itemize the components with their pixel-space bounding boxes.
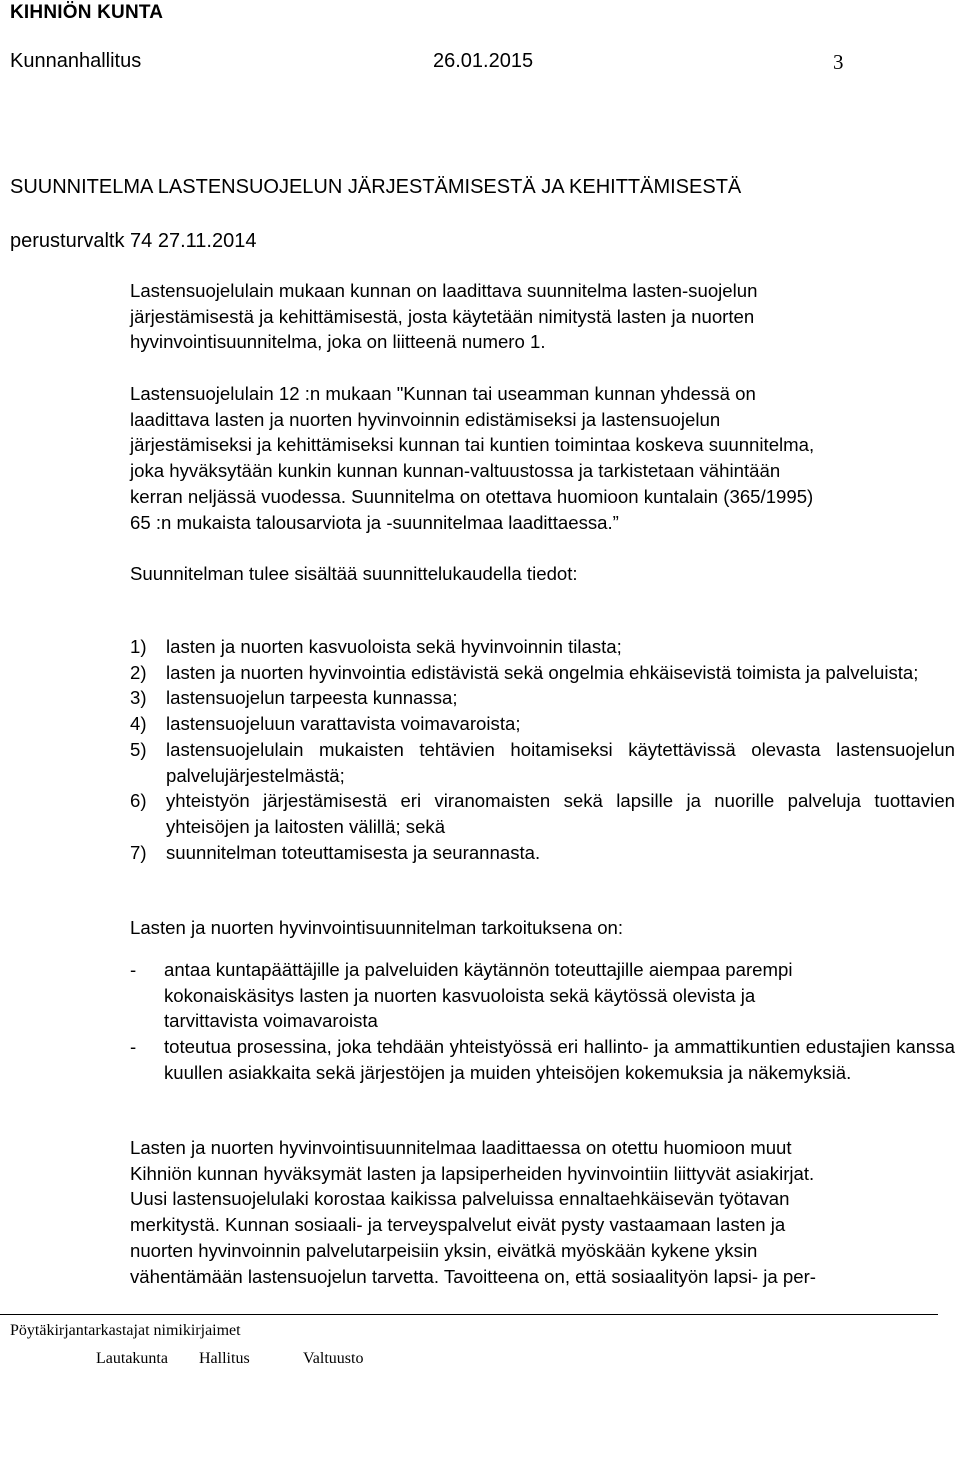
text-line: merkitystä. Kunnan sosiaali- ja terveyspalvelut eivät pysty vastaamaan lasten ja xyxy=(130,1214,786,1236)
footer-col-hallitus: Hallitus xyxy=(199,1350,250,1367)
text-line: Lasten ja nuorten hyvinvointisuunnitelmaa laadittaessa on otettu huomioon muut xyxy=(130,1137,792,1158)
list-item xyxy=(130,685,955,711)
contents-intro-text: Suunnitelman tulee sisältää suunnittelukaudella tiedot: xyxy=(130,563,578,584)
text-line: antaa kuntapäättäjille ja palveluiden käytännön toteuttajille aiempaa parempi xyxy=(164,959,793,980)
page-number: 3 xyxy=(833,50,844,74)
list-text xyxy=(164,957,955,1034)
text-line: Lastensuojelulain mukaan kunnan on laadittava suunnitelma lasten-suojelun xyxy=(130,280,758,301)
text-line: hyvinvointisuunnitelma, joka on liitteenä numero 1. xyxy=(130,331,546,353)
text-line: järjestämiseksi ja kehittämiseksi kunnan tai kuntien toimintaa koskeva suunnitelma, xyxy=(130,434,815,456)
list-text: yhteistyön järjestämisestä eri viranomaisten sekä lapsille ja nuorille palveluja tuottavien yhteisöjen ja laitosten välillä; sekä xyxy=(166,790,955,837)
paragraph-law-quote xyxy=(130,381,955,535)
list-number: 2) xyxy=(130,661,147,683)
purpose-intro-text: Lasten ja nuorten hyvinvointisuunnitelman tarkoituksena on: xyxy=(130,917,624,938)
list-text: suunnitelman toteuttamisesta ja seurannasta. xyxy=(166,841,541,863)
text-line: Kihniön kunnan hyväksymät lasten ja lapsiperheiden hyvinvointiin liittyvät asiakirjat. xyxy=(130,1162,815,1184)
body-name: Kunnanhallitus xyxy=(10,50,142,72)
list-text: lastensuojelun tarpeesta kunnassa; xyxy=(166,687,458,709)
reference-line: perusturvaltk 74 27.11.2014 xyxy=(10,230,257,252)
footer-col-lautakunta: Lautakunta xyxy=(96,1350,168,1367)
footer-col-valtuusto: Valtuusto xyxy=(303,1350,364,1367)
text-line: Uusi lastensuojelulaki korostaa kaikissa palveluissa ennaltaehkäisevän työtavan xyxy=(130,1188,790,1210)
list-number: 6) xyxy=(130,790,147,812)
list-item xyxy=(130,957,955,1034)
list-item xyxy=(130,660,955,686)
list-number: 4) xyxy=(130,713,147,735)
purpose-list xyxy=(130,957,955,1086)
list-item xyxy=(130,840,955,866)
list-text: lasten ja nuorten hyvinvointia edistävistä sekä ongelmia ehkäisevistä toimista ja palveluista; xyxy=(166,661,919,683)
text-line: järjestämisestä ja kehittämisestä, josta käytetään nimitystä lasten ja nuorten xyxy=(130,305,755,327)
document-title: SUUNNITELMA LASTENSUOJELUN JÄRJESTÄMISESTÄ JA KEHITTÄMISESTÄ xyxy=(10,176,742,198)
footer-label: Pöytäkirjantarkastajat nimikirjaimet xyxy=(10,1322,241,1339)
list-text: toteutua prosessina, joka tehdään yhteistyössä eri hallinto- ja ammattikuntien edustajien kanssa kuullen asiakkaita sekä järjestöjen ja muiden yhteisöjen kokemuksia ja näkemyksiä. xyxy=(164,1036,955,1083)
list-number: 3) xyxy=(130,687,147,709)
list-number: 5) xyxy=(130,738,147,760)
list-dash: - xyxy=(130,1036,137,1058)
text-line: 65 :n mukaista talousarviota ja -suunnitelmaa laadittaessa.” xyxy=(130,511,619,533)
list-item xyxy=(130,788,955,839)
text-line: vähentämään lastensuojelun tarvetta. Tavoitteena on, että sosiaalityön lapsi- ja per- xyxy=(130,1265,816,1287)
paragraph-intro xyxy=(130,278,955,355)
list-item xyxy=(130,634,955,660)
list-number: 1) xyxy=(130,636,147,657)
text-line: laadittava lasten ja nuorten hyvinvoinnin edistämiseksi ja lastensuojelun xyxy=(130,408,721,430)
list-text: lastensuojelulain mukaisten tehtävien hoitamiseksi käytettävissä olevasta lastensuojelun palvelujärjestelmästä; xyxy=(166,738,955,786)
contents-list xyxy=(130,634,955,865)
meeting-date: 26.01.2015 xyxy=(433,50,534,72)
list-item xyxy=(130,737,955,788)
list-number: 7) xyxy=(130,841,147,863)
text-line: Lastensuojelulain 12 :n mukaan "Kunnan tai useamman kunnan yhdessä on xyxy=(130,383,756,404)
list-item xyxy=(130,1034,955,1085)
text-line: tarvittavista voimavaroista xyxy=(164,1010,378,1032)
list-text: lasten ja nuorten kasvuoloista sekä hyvinvoinnin tilasta; xyxy=(166,636,622,657)
text-line: kerran neljässä vuodessa. Suunnitelma on otettava huomioon kuntalain (365/1995) xyxy=(130,485,814,507)
list-item xyxy=(130,711,955,737)
text-line: kokonaiskäsitys lasten ja nuorten kasvuoloista sekä käytössä olevista ja xyxy=(164,984,756,1006)
list-dash: - xyxy=(130,959,137,980)
text-line: nuorten hyvinvoinnin palvelutarpeisiin yksin, eivätkä myöskään kykene yksin xyxy=(130,1239,758,1261)
paragraph-conclusion xyxy=(130,1135,955,1289)
purpose-intro xyxy=(130,915,955,941)
text-line: joka hyväksytään kunkin kunnan kunnan-valtuustossa ja tarkistetaan vähintään xyxy=(130,460,781,482)
footer-divider xyxy=(0,1314,938,1315)
contents-intro xyxy=(130,561,955,587)
organization-name: KIHNIÖN KUNTA xyxy=(10,2,164,23)
list-text: lastensuojeluun varattavista voimavaroista; xyxy=(166,713,521,735)
